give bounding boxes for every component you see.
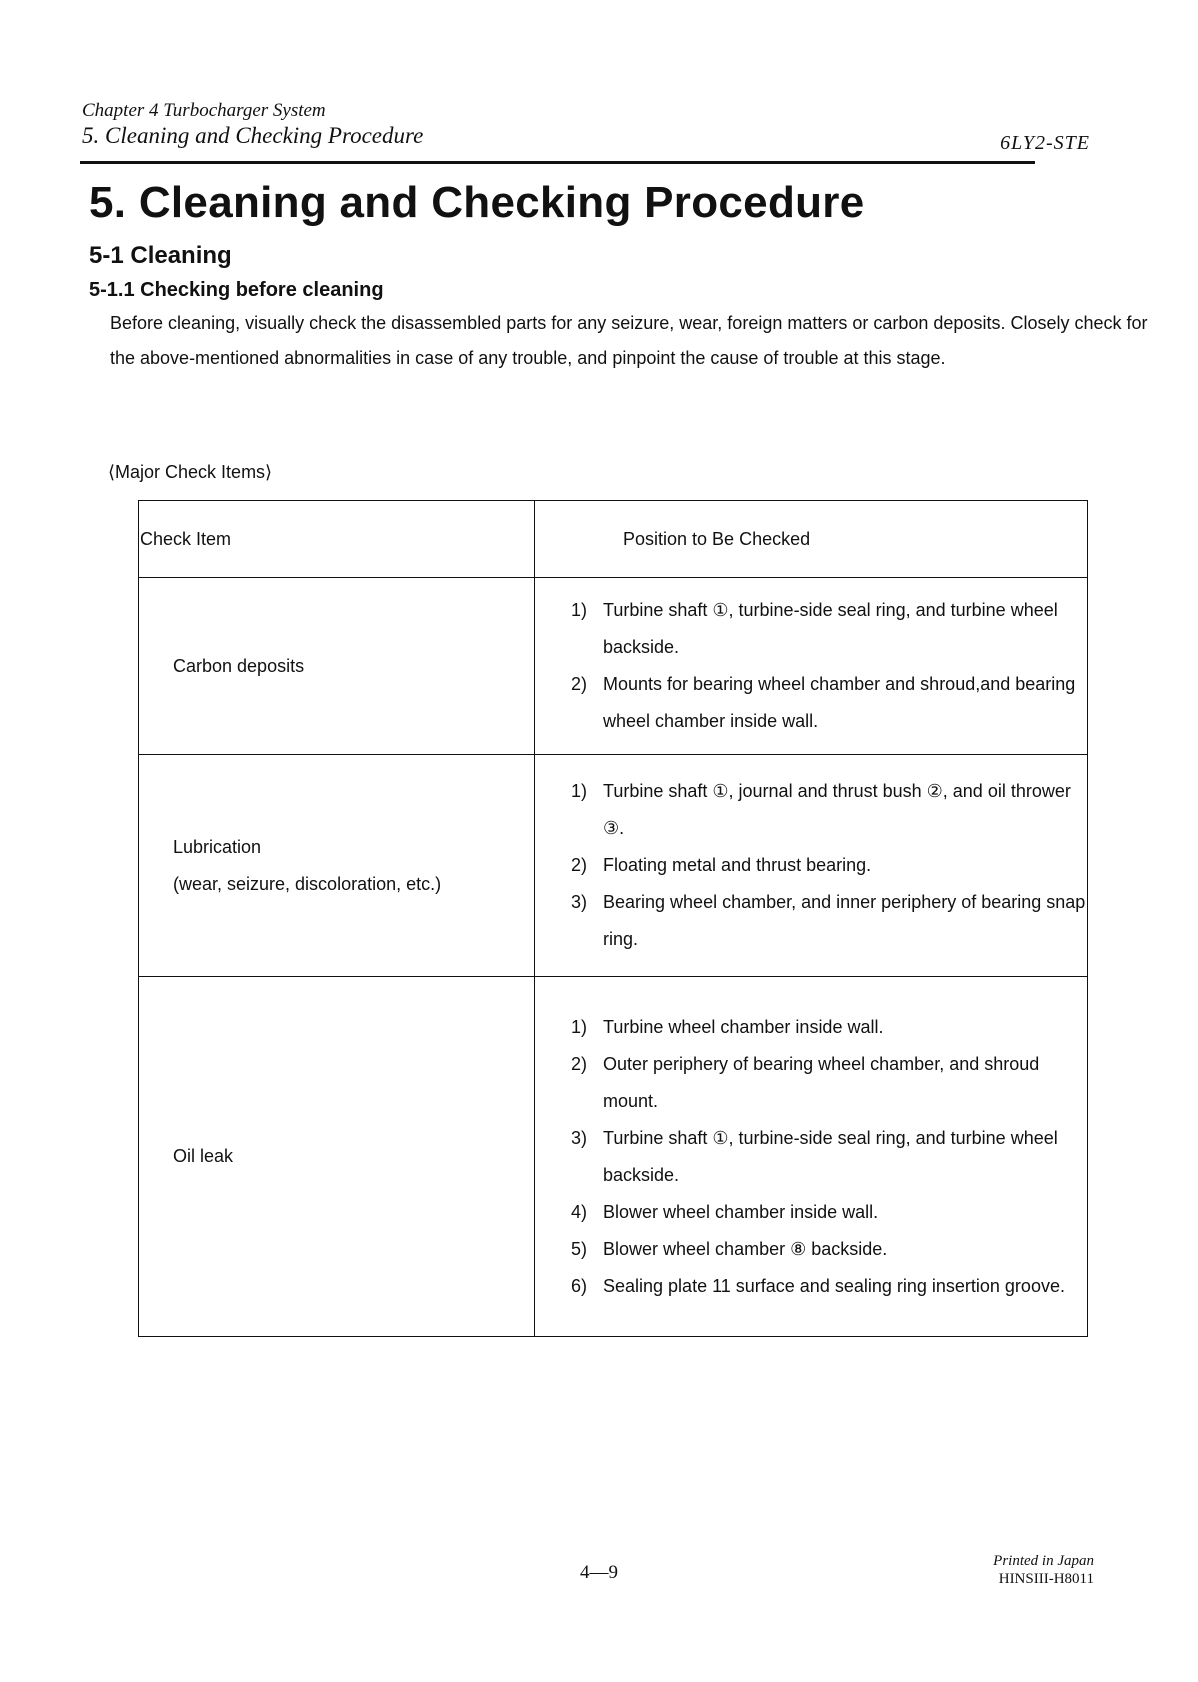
- position-item: [571, 1194, 1087, 1231]
- position-number: 4): [571, 1201, 588, 1222]
- position-item: [571, 1231, 1087, 1268]
- position-text: Turbine shaft ①, turbine-side seal ring, and turbine wheel backside.: [603, 1127, 1058, 1185]
- position-number: 5): [571, 1238, 588, 1259]
- position-item: [571, 666, 1087, 740]
- check-item-label: Lubrication: [173, 836, 262, 857]
- position-number: 1): [571, 1016, 588, 1037]
- position-text: Turbine shaft ①, journal and thrust bush ②, and oil thrower ③.: [603, 781, 1071, 838]
- position-text: Floating metal and thrust bearing.: [603, 855, 872, 875]
- position-cell: [535, 755, 1088, 977]
- subsection-heading: 5-1.1 Checking before cleaning: [89, 279, 384, 301]
- position-list: [571, 1009, 1087, 1305]
- document-number: HINSIII-H8011: [998, 1571, 1094, 1587]
- position-item: [571, 1120, 1087, 1194]
- running-header-model: 6LY2-STE: [1000, 132, 1090, 154]
- running-header-section: 5. Cleaning and Checking Procedure: [82, 123, 424, 148]
- major-check-items-label: ⟨Major Check Items⟩: [108, 462, 273, 482]
- table-row: [139, 755, 1088, 977]
- table-row: [139, 977, 1088, 1337]
- position-cell: [535, 977, 1088, 1337]
- position-number: 2): [571, 674, 588, 694]
- position-text: Turbine wheel chamber inside wall.: [603, 1016, 884, 1037]
- printed-in-label: Printed in Japan: [993, 1553, 1094, 1569]
- check-item-cell: [139, 578, 535, 755]
- position-item: [571, 884, 1087, 958]
- position-item: [571, 847, 1087, 884]
- check-item-cell: [139, 755, 535, 977]
- running-header-chapter: Chapter 4 Turbocharger System: [82, 100, 326, 121]
- position-text: Sealing plate 11 surface and sealing ring insertion groove.: [603, 1275, 1065, 1296]
- position-list: [571, 592, 1087, 740]
- check-items-table: [138, 500, 1088, 1337]
- check-item-cell: [139, 977, 535, 1337]
- check-item-label: Carbon deposits: [173, 655, 305, 676]
- position-number: 1): [571, 600, 588, 620]
- position-item: [571, 1009, 1087, 1046]
- header-rule: [80, 161, 1035, 164]
- position-item: [571, 773, 1087, 847]
- position-text: Mounts for bearing wheel chamber and shroud,and bearing wheel chamber inside wall.: [603, 674, 1076, 731]
- header-check-item: Check Item: [139, 501, 535, 578]
- position-number: 1): [571, 781, 588, 801]
- page-number: 4—9: [580, 1562, 618, 1583]
- position-number: 3): [571, 1127, 588, 1148]
- position-cell: [535, 578, 1088, 755]
- position-text: Turbine shaft ①, turbine-side seal ring, and turbine wheel backside.: [603, 600, 1058, 657]
- position-number: 6): [571, 1275, 588, 1296]
- check-item-label: Oil leak: [173, 1146, 234, 1166]
- position-number: 2): [571, 1053, 588, 1074]
- section-heading: 5-1 Cleaning: [89, 242, 232, 269]
- check-item-note: (wear, seizure, discoloration, etc.): [173, 873, 442, 894]
- intro-paragraph: Before cleaning, visually check the disassembled parts for any seizure, wear, foreign matters or carbon deposits. Closely check for the above-mentioned abnormalities in case of any trouble, and pinpoint the cause of trouble at this stage.: [110, 313, 1148, 368]
- table-header-row: [139, 501, 1088, 578]
- position-text: Blower wheel chamber ⑧ backside.: [603, 1238, 888, 1259]
- position-text: Outer periphery of bearing wheel chamber, and shroud mount.: [603, 1053, 1040, 1111]
- position-item: [571, 1046, 1087, 1120]
- table-row: [139, 578, 1088, 755]
- position-text: Blower wheel chamber inside wall.: [603, 1201, 879, 1222]
- position-item: [571, 592, 1087, 666]
- position-text: Bearing wheel chamber, and inner periphery of bearing snap ring.: [603, 892, 1086, 949]
- page-title: 5. Cleaning and Checking Procedure: [89, 178, 865, 227]
- header-position: Position to Be Checked: [535, 501, 1088, 578]
- position-number: 3): [571, 892, 588, 912]
- position-number: 2): [571, 855, 588, 875]
- position-item: [571, 1268, 1087, 1305]
- position-list: [571, 773, 1087, 958]
